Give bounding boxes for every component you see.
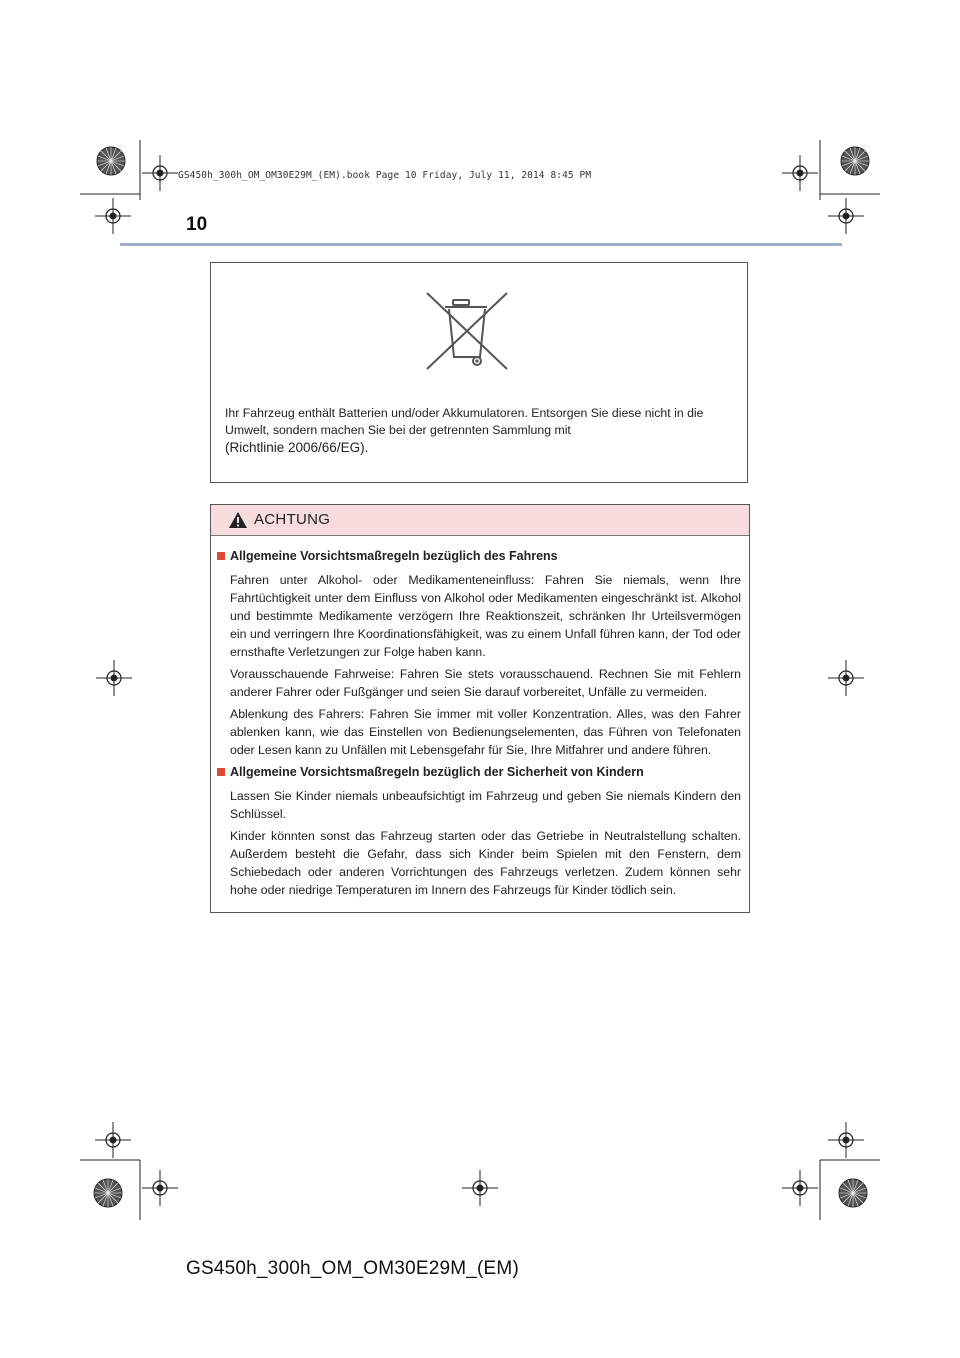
section-title <box>217 763 741 781</box>
warning-triangle-icon <box>228 511 248 529</box>
section-bullet-icon <box>217 768 225 776</box>
warning-box <box>210 504 750 913</box>
section-title-text: Allgemeine Vorsichtsmaßregeln bezüglich des Fahrens <box>230 549 558 563</box>
disposal-line: (Richtlinie 2006/66/EG). <box>225 440 369 455</box>
warning-header <box>211 505 749 536</box>
paragraph: Vorausschauende Fahrweise: Fahren Sie stets vorausschauend. Rechnen Sie mit Fehlern anderer Fahrer oder Fußgänger und seien Sie darauf vorbereitet, Unfälle zu vermeiden. <box>230 667 741 699</box>
disposal-text <box>225 405 735 456</box>
section-bullet-icon <box>217 552 225 560</box>
paragraph: Lassen Sie Kinder niemals unbeaufsichtigt im Fahrzeug und geben Sie niemals Kindern den Schlüssel. <box>230 789 741 821</box>
header-rule <box>120 243 842 246</box>
paragraph: Kinder könnten sonst das Fahrzeug starten oder das Getriebe in Neutralstellung schalten. Außerdem besteht die Gefahr, dass sich Kinder beim Spielen mit den Fenstern, dem Schiebedach oder anderen Vorrichtungen des Fahrzeugs verletzen. Zudem können sehr hohe oder niedrige Temperaturen im Innern des Fahrzeugs für Kinder tödlich sein. <box>230 829 741 897</box>
crossed-out-wheelie-bin-icon <box>425 291 509 375</box>
warning-title: ACHTUNG <box>254 511 331 528</box>
book-file-header: GS450h_300h_OM_OM30E29M_(EM).book Page 10 Friday, July 11, 2014 8:45 PM <box>178 170 592 181</box>
footer-model-code: GS450h_300h_OM_OM30E29M_(EM) <box>186 1258 519 1279</box>
disposal-line: Umwelt, sondern machen Sie bei der getrennten Sammlung mit <box>225 423 571 437</box>
section-title-text: Allgemeine Vorsichtsmaßregeln bezüglich der Sicherheit von Kindern <box>230 765 644 779</box>
paragraph: Ablenkung des Fahrers: Fahren Sie immer mit voller Konzentration. Alles, was den Fahrer ablenken kann, wie das Einstellen von Bedienungselementen, das Führen von Telefonaten oder Lesen kann zu Unfällen mit Lebensgefahr für Sie, Ihre Mitfahrer und andere führen. <box>230 707 741 757</box>
page-number: 10 <box>186 214 208 235</box>
disposal-line: Ihr Fahrzeug enthält Batterien und/oder Akkumulatoren. Entsorgen Sie diese nicht in die <box>225 406 704 420</box>
section-title <box>217 547 741 565</box>
paragraph: Fahren unter Alkohol- oder Medikamenteneinfluss: Fahren Sie niemals, wenn Ihre Fahrtüchtigkeit unter dem Einfluss von Alkohol oder Medikamenten eingeschränkt ist. Alkohol und bestimmte Medikamente verzögern Ihre Reaktionszeit, schränken Ihr Urteilsvermögen ein und verringern Ihre Koordinationsfähigkeit, was zu einem Unfall führen kann, der Tod oder ernsthafte Verletzungen zur Folge haben kann. <box>230 573 741 659</box>
warning-body <box>217 547 741 903</box>
battery-disposal-box <box>210 262 748 483</box>
